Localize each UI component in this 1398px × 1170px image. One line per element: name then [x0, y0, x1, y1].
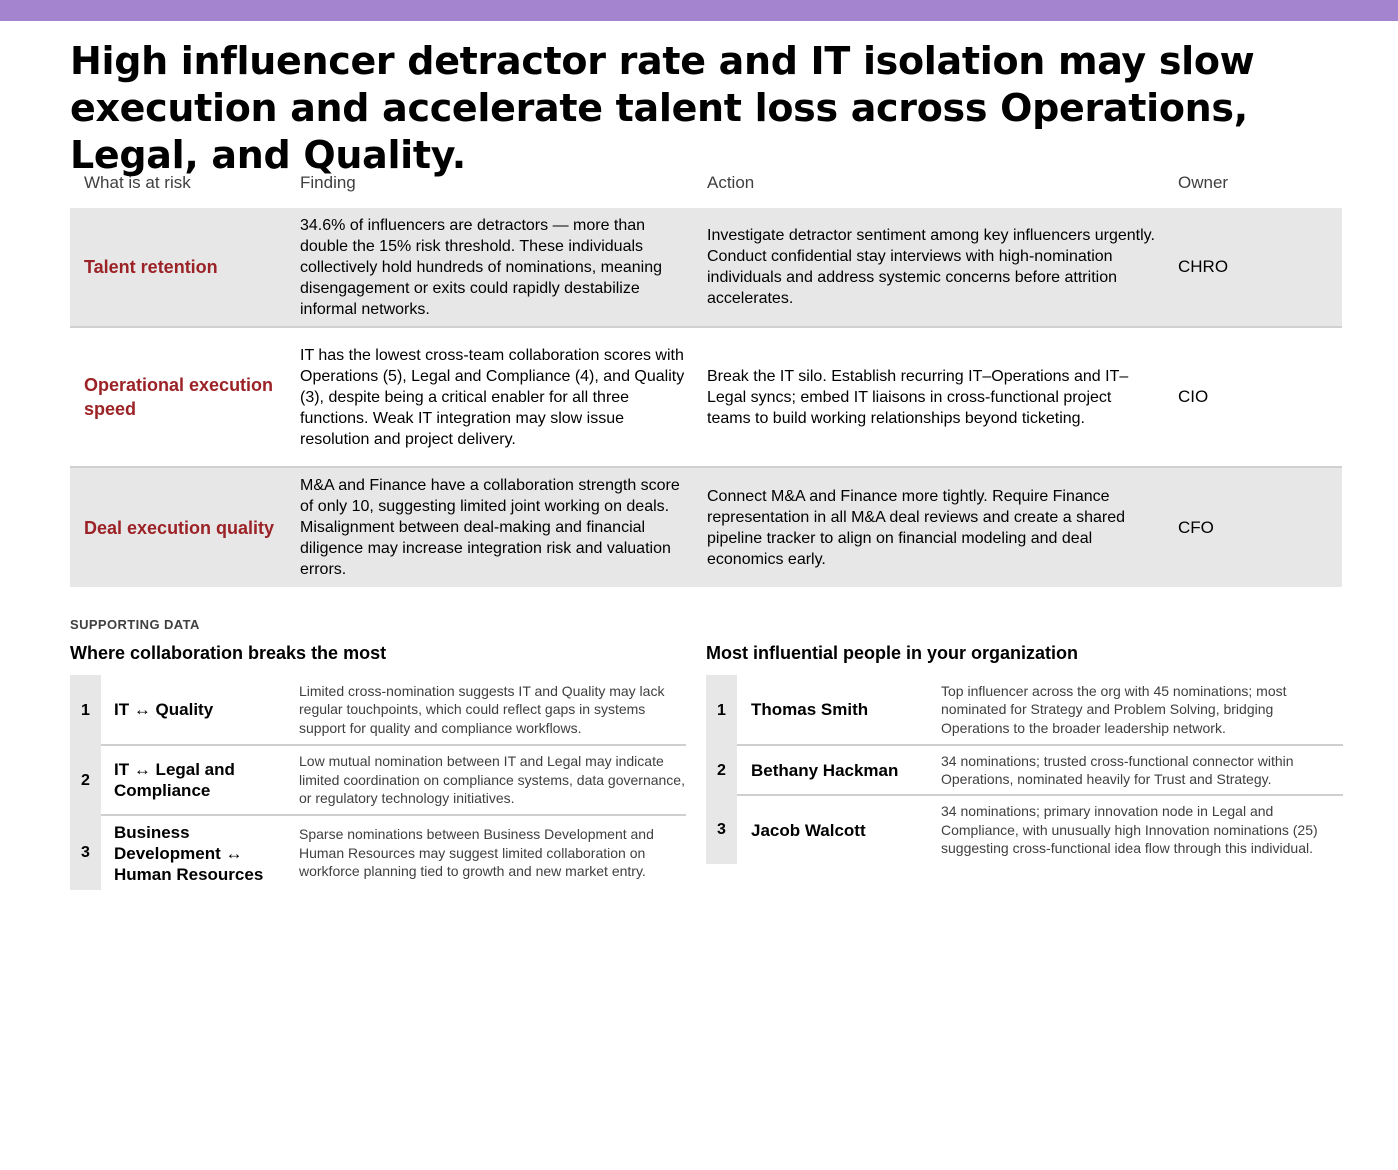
- list-item: [706, 675, 1343, 746]
- list-item: [70, 816, 686, 890]
- risk-finding: IT has the lowest cross-team collaboration scores with Operations (5), Legal and Compliance (4), and Quality (3), despite being a critical enabler for all three functions. Weak IT integration may slow issue resolution and project delivery.: [300, 346, 685, 448]
- rank-number: 3: [70, 816, 101, 890]
- list-item-content: [737, 746, 1343, 796]
- influencers-heading: Most influential people in your organization: [706, 643, 1079, 663]
- risk-owner: CFO: [1178, 517, 1214, 537]
- header-finding: Finding: [300, 173, 356, 192]
- risk-action: Break the IT silo. Establish recurring IT–Operations and IT–Legal syncs; embed IT liaisons in cross-functional project teams to build working relationships beyond ticketing.: [707, 367, 1129, 427]
- item-description: Top influencer across the org with 45 nominations; most nominated for Strategy and Problem Solving, bridging Operations to the broader leadership network.: [941, 682, 1287, 736]
- header-owner: Owner: [1178, 173, 1229, 192]
- list-item-content: [737, 675, 1343, 746]
- risk-row-deal-execution-quality: [70, 468, 1342, 587]
- list-item: [70, 746, 686, 816]
- risk-owner: CIO: [1178, 387, 1209, 406]
- person-name: Thomas Smith: [751, 700, 869, 719]
- list-item-content: [101, 746, 686, 816]
- item-description: Limited cross-nomination suggests IT and Quality may lack regular touchpoints, which could reflect gaps in systems support for quality and compliance workflows.: [299, 682, 665, 736]
- item-description: Sparse nominations between Business Development and Human Resources may suggest limited collaboration on workforce planning tied to growth and new market entry.: [299, 826, 654, 880]
- risk-action: Investigate detractor sentiment among key influencers urgently. Conduct confidential stay interviews with high-nomination individuals and address systemic concerns before attrition accelerates.: [707, 227, 1155, 307]
- list-item-content: [101, 816, 686, 890]
- risk-action: Connect M&A and Finance more tightly. Require Finance representation in all M&A deal reviews and create a shared pipeline tracker to align on financial modeling and deal economics early.: [707, 487, 1126, 568]
- risk-row-talent-retention: [70, 208, 1342, 328]
- collaboration-list: [70, 675, 686, 890]
- supporting-data-label: SUPPORTING DATA: [70, 617, 200, 632]
- influencers-list: [706, 675, 1343, 864]
- team-pair: Business Development ↔ Human Resources: [114, 822, 264, 884]
- rank-number: 1: [70, 675, 101, 746]
- page-title: High influencer detractor rate and IT isolation may slow execution and accelerate talent loss across Operations, Legal, and Quality.: [70, 39, 1255, 177]
- item-description: 34 nominations; primary innovation node in Legal and Compliance, with unusually high Innovation nominations (25) suggesting cross-functional idea flow through this individual.: [941, 803, 1318, 857]
- risk-label: Deal execution quality: [84, 517, 275, 538]
- top-accent-bar: [0, 0, 1398, 21]
- list-item-content: [101, 675, 686, 746]
- person-name: Jacob Walcott: [751, 820, 866, 840]
- risk-label: Talent retention: [84, 257, 218, 277]
- risk-label: Operational execution speed: [84, 375, 274, 419]
- risk-finding: M&A and Finance have a collaboration strength score of only 10, suggesting limited joint working on deals. Misalignment between deal-making and financial diligence may increase integration risk and valuation errors.: [300, 477, 680, 578]
- item-description: Low mutual nomination between IT and Legal may indicate limited coordination on compliance systems, data governance, or regulatory technology initiatives.: [299, 753, 685, 807]
- risk-table: [70, 160, 1342, 587]
- team-pair: IT ↔ Quality: [114, 700, 214, 719]
- rank-number: 2: [70, 746, 101, 816]
- rank-number: 1: [706, 675, 737, 746]
- rank-number: 2: [706, 746, 737, 796]
- item-description: 34 nominations; trusted cross-functional connector within Operations, nominated heavily for Trust and Strategy.: [941, 752, 1294, 787]
- person-name: Bethany Hackman: [751, 760, 899, 780]
- list-item: [70, 675, 686, 746]
- header-action: Action: [707, 173, 755, 192]
- risk-row-operational-execution-speed: [70, 328, 1342, 468]
- risk-owner: CHRO: [1178, 257, 1229, 276]
- risk-finding: 34.6% of influencers are detractors — more than double the 15% risk threshold. These individuals collectively hold hundreds of nominations, meaning disengagement or exits could rapidly destabilize informal networks.: [300, 216, 662, 318]
- rank-number: 3: [706, 796, 737, 864]
- collaboration-heading: Where collaboration breaks the most: [70, 643, 387, 663]
- list-item-content: [737, 796, 1343, 864]
- list-item: [706, 796, 1343, 864]
- risk-table-header: [70, 160, 1342, 208]
- team-pair: IT ↔ Legal and Compliance: [114, 760, 235, 800]
- header-what-is-at-risk: What is at risk: [84, 173, 191, 192]
- list-item: [706, 746, 1343, 796]
